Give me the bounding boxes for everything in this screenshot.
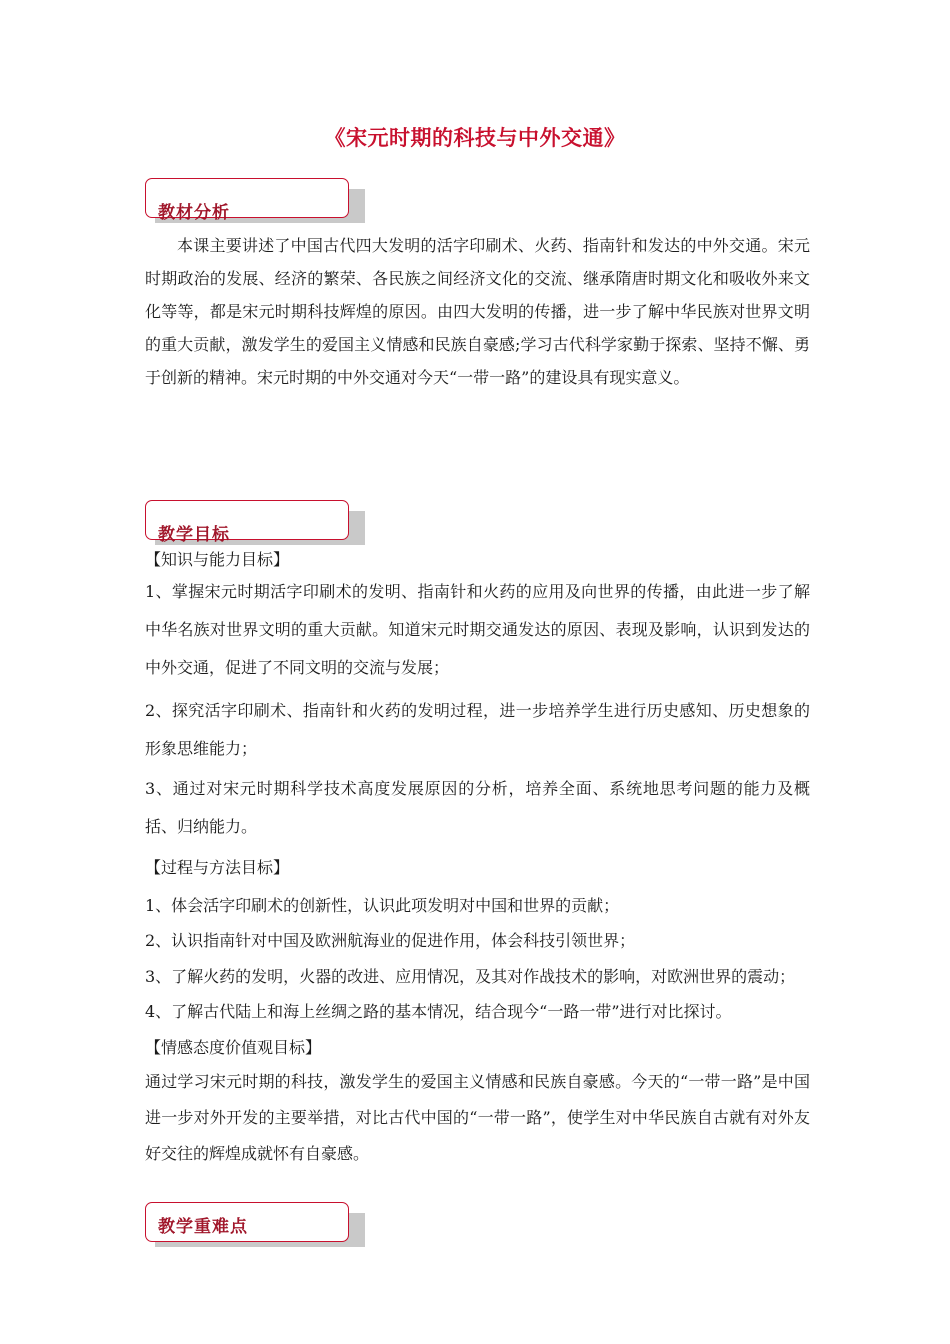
section-heading-goals — [145, 500, 367, 546]
section-heading-key-points — [145, 1202, 367, 1248]
heading-label: 教学重难点 — [158, 1217, 248, 1237]
process-item: 4、了解古代陆上和海上丝绸之路的基本情况，结合现今“一路一带”进行对比探讨。 — [145, 1002, 732, 1021]
process-item: 1、体会活字印刷术的创新性，认识此项发明对中国和世界的贡献； — [145, 896, 620, 915]
emotion-heading: 【情感态度价值观目标】 — [145, 1038, 322, 1057]
heading-label: 教材分析 — [158, 203, 230, 223]
section-heading-analysis — [145, 178, 367, 224]
heading-label: 教学目标 — [158, 525, 230, 545]
knowledge-item: 1、掌握宋元时期活字印刷术的发明、指南针和火药的应用及向世界的传播，由此进一步了解中华名族对世界文明的重大贡献。知道宋元时期交通发达的原因、表现及影响，认识到发达的中外交通，促进了不同文明的交流与发展； — [145, 582, 810, 677]
process-item: 2、认识指南针对中国及欧洲航海业的促进作用，体会科技引领世界； — [145, 931, 636, 950]
knowledge-item: 2、探究活字印刷术、指南针和火药的发明过程，进一步培养学生进行历史感知、历史想象的形象思维能力； — [145, 701, 810, 758]
document-title: 《宋元时期的科技与中外交通》 — [324, 126, 626, 150]
knowledge-item: 3、通过对宋元时期科学技术高度发展原因的分析，培养全面、系统地思考问题的能力及概括、归纳能力。 — [145, 779, 810, 836]
process-heading: 【过程与方法目标】 — [145, 858, 290, 877]
emotion-paragraph: 通过学习宋元时期的科技，激发学生的爱国主义情感和民族自豪感。今天的“一带一路”是中国进一步对外开发的主要举措，对比古代中国的“一带一路”，使学生对中华民族自古就有对外友好交往的辉煌成就怀有自豪感。 — [145, 1072, 810, 1163]
process-item: 3、了解火药的发明，火器的改进、应用情况，及其对作战技术的影响，对欧洲世界的震动； — [145, 967, 796, 986]
knowledge-heading: 【知识与能力目标】 — [145, 550, 290, 569]
analysis-paragraph: 本课主要讲述了中国古代四大发明的活字印刷术、火药、指南针和发达的中外交通。宋元时期政治的发展、经济的繁荣、各民族之间经济文化的交流、继承隋唐时期文化和吸收外来文化等等，都是宋元时期科技辉煌的原因。由四大发明的传播，进一步了解中华民族对世界文明的重大贡献，激发学生的爱国主义情感和民族自豪感;学习古代科学家勤于探索、坚持不懈、勇于创新的精神。宋元时期的中外交通对今天“一带一路”的建设具有现实意义。 — [145, 236, 810, 387]
